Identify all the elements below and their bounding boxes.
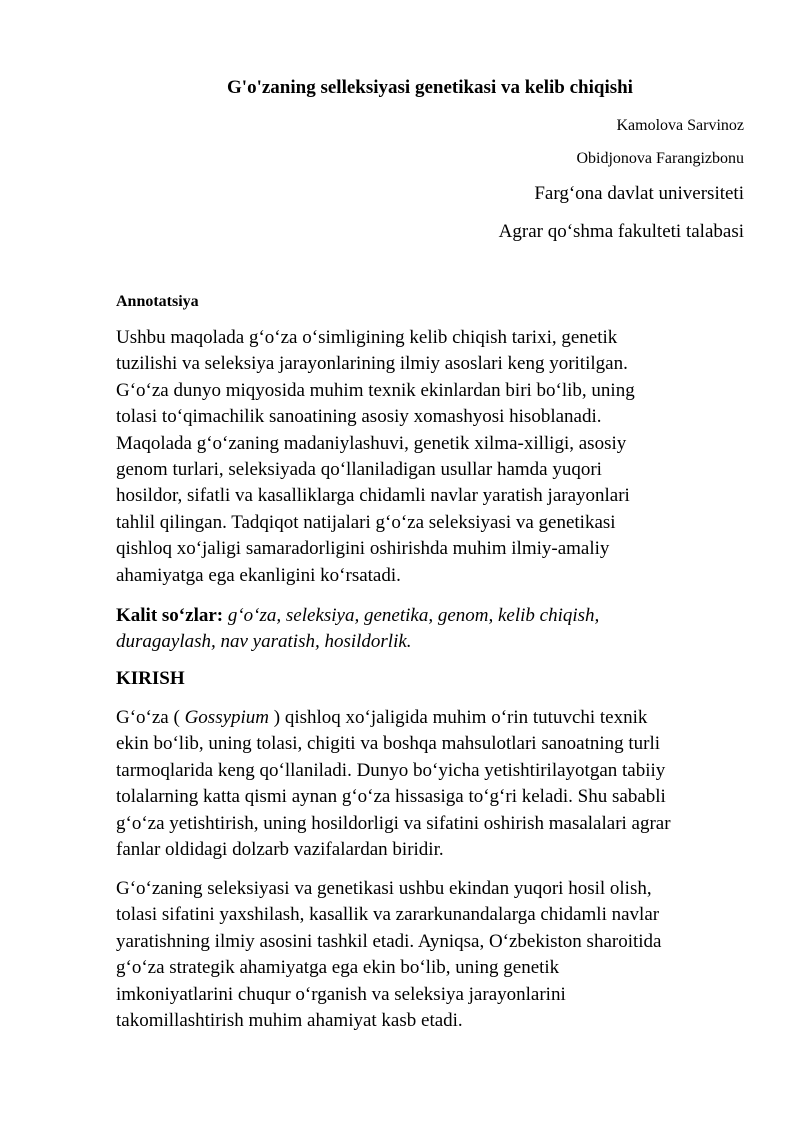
abstract-line: tuzilishi va seleksiya jarayonlarining ilmiy asoslari keng yoritilgan. — [116, 353, 628, 375]
keywords — [116, 603, 744, 656]
abstract-line: hosildor, sifatli va kasalliklarga chidamli navlar yaratish jarayonlari — [116, 485, 630, 507]
text-fragment: ) qishloq xo‘jaligida muhim o‘rin tutuvchi texnik — [269, 707, 648, 728]
introduction-paragraph — [116, 705, 744, 863]
abstract-line: ahamiyatga ega ekanligini ko‘rsatadi. — [116, 564, 401, 586]
paragraph-line — [116, 705, 744, 731]
scientific-name: Gossypium — [184, 707, 270, 728]
paragraph-line: g‘o‘za yetishtirish, uning hosildorligi va sifatini oshirish masalalari agrar — [116, 812, 671, 834]
author-name: Kamolova Sarvinoz — [616, 117, 744, 134]
abstract-line: G‘o‘za dunyo miqyosida muhim texnik ekinlardan biri bo‘lib, uning — [116, 379, 635, 401]
abstract-line: genom turlari, seleksiyada qo‘llaniladigan usullar hamda yuqori — [116, 459, 602, 481]
paragraph-line: imkoniyatlarini chuqur o‘rganish va seleksiya jarayonlarini — [116, 983, 566, 1005]
paragraph-line: g‘o‘za strategik ahamiyatga ega ekin bo‘lib, uning genetik — [116, 957, 560, 979]
keywords-list: duragaylash, nav yaratish, hosildorlik. — [116, 631, 412, 653]
section-heading-introduction: KIRISH — [116, 668, 185, 689]
introduction-paragraph — [116, 876, 744, 1034]
affiliation-faculty: Agrar qo‘shma fakulteti talabasi — [498, 221, 744, 242]
paper-title: G'o'zaning selleksiyasi genetikasi va kelib chiqishi — [227, 77, 633, 98]
paragraph-line: takomillashtirish muhim ahamiyat kasb etadi. — [116, 1010, 463, 1032]
keywords-list: g‘o‘za, seleksiya, genetika, genom, kelib chiqish, — [223, 605, 600, 626]
paragraph-line: tarmoqlarida keng qo‘llaniladi. Dunyo bo‘yicha yetishtirilayotgan tabiiy — [116, 759, 666, 781]
paragraph-line: yaratishning ilmiy asosini tashkil etadi. Ayniqsa, O‘zbekiston sharoitida — [116, 930, 662, 952]
abstract-text — [116, 325, 744, 589]
paragraph-line: G‘o‘zaning seleksiyasi va genetikasi ushbu ekindan yuqori hosil olish, — [116, 878, 652, 899]
paragraph-line: ekin bo‘lib, uning tolasi, chigiti va boshqa mahsulotlari sanoatning turli — [116, 733, 661, 755]
affiliation-university: Farg‘ona davlat universiteti — [534, 183, 744, 204]
abstract-line: tahlil qilingan. Tadqiqot natijalari g‘o‘za seleksiyasi va genetikasi — [116, 511, 616, 533]
paragraph-line: fanlar oldidagi dolzarb vazifalardan biridir. — [116, 839, 444, 861]
paragraph-line: tolasi sifatini yaxshilash, kasallik va zararkunandalarga chidamli navlar — [116, 904, 660, 926]
abstract-line: Maqolada g‘o‘zaning madaniylashuvi, genetik xilma-xilligi, asosiy — [116, 432, 627, 454]
keywords-line — [116, 603, 744, 629]
author-name: Obidjonova Farangizbonu — [576, 150, 744, 167]
keywords-label: Kalit so‘zlar: — [116, 605, 224, 626]
abstract-line: qishloq xo‘jaligi samaradorligini oshirishda muhim ilmiy-amaliy — [116, 538, 610, 560]
paragraph-line: tolalarning katta qismi aynan g‘o‘za hissasiga to‘g‘ri keladi. Shu sababli — [116, 786, 666, 808]
abstract-line: Ushbu maqolada g‘o‘za o‘simligining kelib chiqish tarixi, genetik — [116, 327, 618, 348]
abstract-line: tolasi to‘qimachilik sanoatining asosiy xomashyosi hisoblanadi. — [116, 406, 602, 428]
text-fragment: G‘o‘za ( — [116, 707, 185, 728]
abstract-heading: Annotatsiya — [116, 293, 199, 310]
